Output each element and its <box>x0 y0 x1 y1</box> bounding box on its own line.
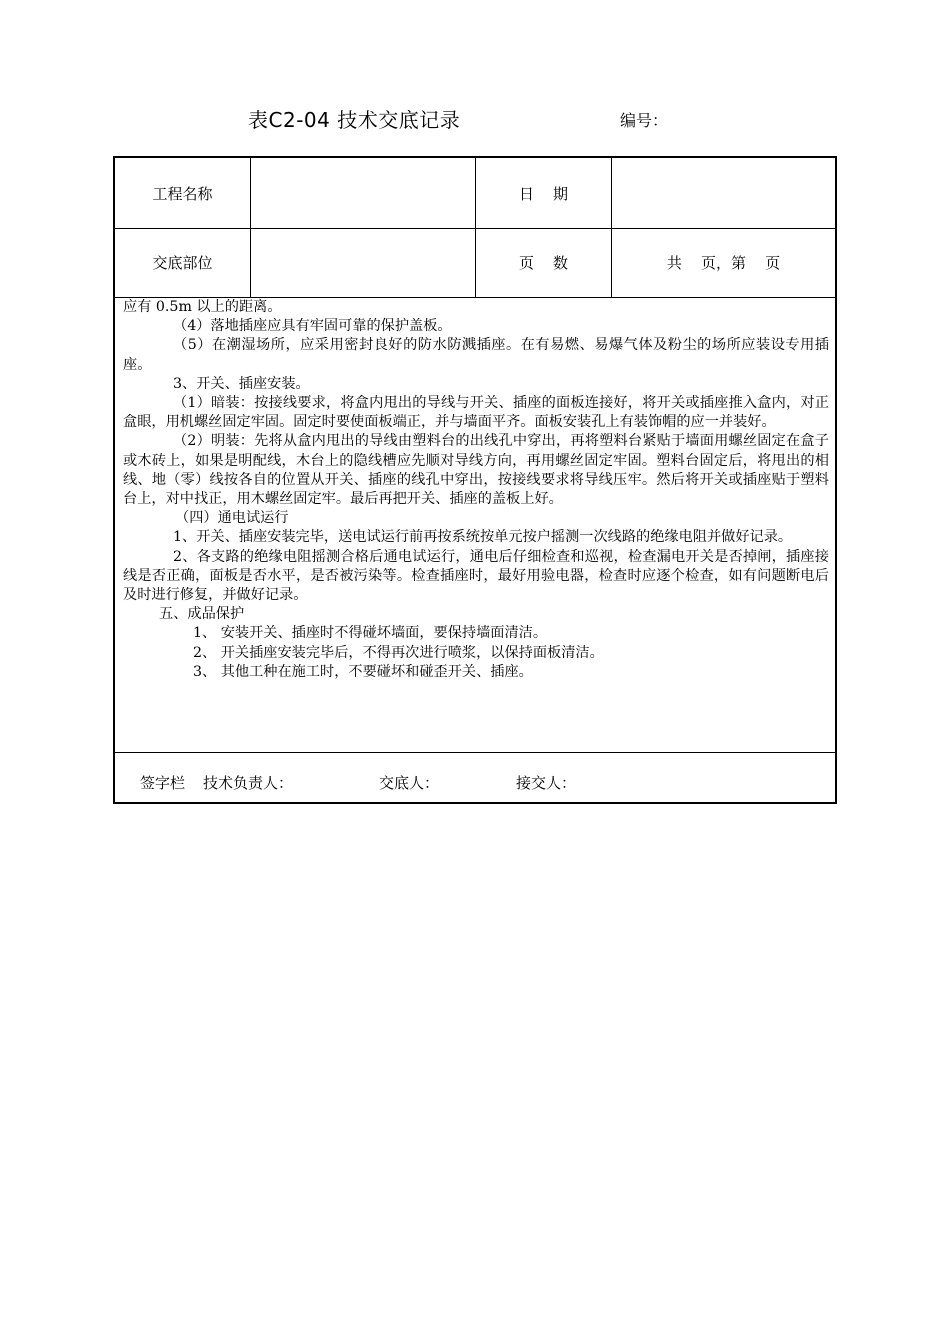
signature-row <box>115 752 835 805</box>
content-paragraph: （4）落地插座应具有牢固可靠的保护盖板。 <box>173 318 452 335</box>
project-name-label: 工程名称 <box>152 184 213 203</box>
disclosure-form <box>113 156 837 804</box>
discloser-label: 交底人： <box>379 774 440 792</box>
content-paragraph: （四）通电试运行 <box>175 510 289 527</box>
info-row-project <box>115 158 835 229</box>
form-title: 表C2-04 技术交底记录 <box>248 108 461 132</box>
tech-lead-label: 技术负责人： <box>203 774 294 792</box>
page-count-label: 页 数 <box>518 254 569 272</box>
content-paragraph: 3、 其他工种在施工时，不要碰坏和碰歪开关、插座。 <box>193 663 533 680</box>
disclosure-part-label: 交底部位 <box>152 254 213 272</box>
date-field <box>612 158 835 228</box>
content-paragraph: （2）明装：先将从盒内甩出的导线由塑料台的出线孔中穿出，再将塑料台紧贴于墙面用螺丝固定在盒子或木砖上，如果是明配线，木台上的隐线槽应先顺对导线方向，再用螺丝固定牢固。塑料台固定后，将甩出的相线、地（零）线按各自的位置从开关、插座的线孔中穿出，按接线要求将导线压牢。然后将开关或插座贴于塑料台上，对中找正，用木螺丝固定牢。最后再把开关、插座的盖板上好。 <box>123 433 829 508</box>
receiver-label: 接交人： <box>516 774 577 792</box>
date-label: 日 期 <box>518 184 569 203</box>
disclosure-content <box>123 298 829 682</box>
content-paragraph: 2、各支路的绝缘电阻摇测合格后通电试运行，通电后仔细检查和巡视，检查漏电开关是否掉闸，插座接线是否正确，面板是否水平，是否被污染等。检查插座时，最好用验电器，检查时应逐个检查，如有问题断电后及时进行修复，并做好记录。 <box>123 548 829 604</box>
signature-column-label: 签字栏 <box>140 774 186 792</box>
content-paragraph: 1、开关、插座安装完毕，送电试运行前再按系统按单元按户摇测一次线路的绝缘电阻并做好记录。 <box>173 529 793 546</box>
content-paragraph: 1、 安装开关、插座时不得碰坏墙面，要保持墙面清洁。 <box>193 625 548 642</box>
project-name-field <box>251 158 475 228</box>
info-row-part <box>115 228 835 298</box>
content-paragraph: 五、成品保护 <box>159 606 245 623</box>
disclosure-part-field <box>251 228 475 297</box>
page-count-field: 共 页，第 页 <box>666 254 781 272</box>
content-paragraph: 3、开关、插座安装。 <box>173 375 310 392</box>
content-paragraph: （5）在潮湿场所，应采用密封良好的防水防溅插座。在有易燃、易爆气体及粉尘的场所应装设专用插座。 <box>123 337 829 373</box>
content-paragraph: （1）暗装：按接线要求，将盒内甩出的导线与开关、插座的面板连接好，将开关或插座推入盒内，对正盒眼，用机螺丝固定牢固。固定时要使面板端正，并与墙面平齐。面板安装孔上有装饰帽的应一并装好。 <box>123 395 829 431</box>
content-paragraph: 应有 0.5m 以上的距离。 <box>123 299 282 315</box>
form-number-label: 编号： <box>620 111 669 130</box>
content-paragraph: 2、 开关插座安装完毕后，不得再次进行喷浆，以保持面板清洁。 <box>193 644 604 661</box>
